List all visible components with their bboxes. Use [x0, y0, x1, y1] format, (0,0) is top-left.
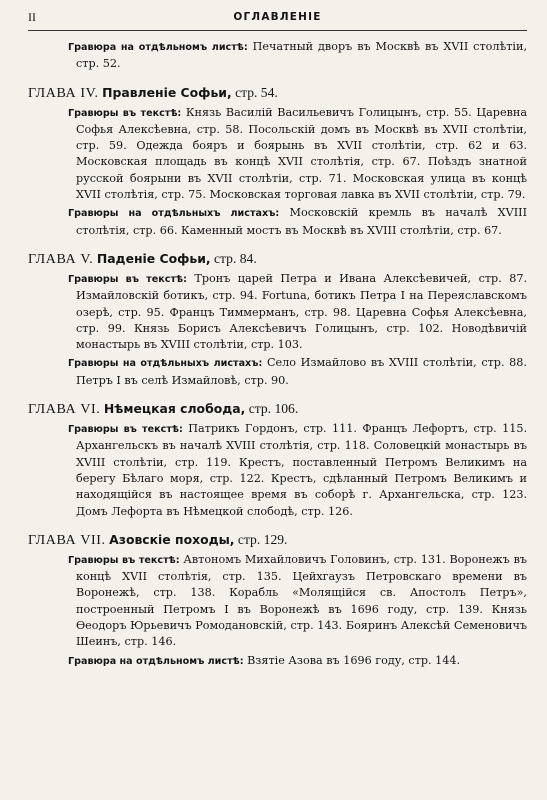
chapter-number: ГЛАВА VI.: [28, 402, 101, 418]
entry-text: Автономъ Михайловичъ Головинъ, стр. 131. Воронежъ въ концѣ XVII столѣтiя, стр. 135. Цейхгаузъ Петровскаго времени въ Воронежѣ, стр. 138. Корабль «Молящiйся св. Апостолъ Петръ», построенный Петромъ I въ Воронежѣ въ 1696 году, стр. 139. Князь Өеодоръ Юрьевичъ Ромодановскiй, стр. 143. Бояринъ Алексѣй Семеновичъ Шеинъ, стр. 146.: [76, 552, 527, 649]
entry-text: Взятiе Азова въ 1696 году, стр. 144.: [243, 653, 461, 667]
entry-label: Гравюры въ текстѣ:: [68, 424, 183, 436]
toc-entry: [68, 653, 527, 670]
toc-entry: [68, 271, 527, 353]
running-head-title: ОГЛАВЛЕНIЕ: [233, 11, 322, 23]
running-head: [28, 8, 527, 31]
entry-label: Гравюры въ текстѣ:: [68, 273, 187, 285]
chapter-page: стр. 54.: [231, 84, 278, 100]
entry-label: Гравюра на отдѣльномъ листѣ:: [68, 655, 244, 667]
chapter-page: стр. 84.: [210, 250, 257, 266]
toc-entry: [68, 552, 527, 651]
toc-entry: [68, 39, 527, 73]
chapter-heading-vi: [28, 401, 527, 418]
chapter-title: Нѣмецкая слобода,: [103, 401, 246, 417]
chapter-number: ГЛАВА V.: [28, 251, 94, 267]
entry-label: Гравюры на отдѣльныхъ листахъ:: [68, 358, 263, 370]
chapter-heading-vii: [28, 532, 527, 549]
toc-entry: [68, 105, 527, 204]
entry-label: Гравюры на отдѣльныхъ листахъ:: [68, 208, 280, 220]
entry-text: Печатный дворъ въ Москвѣ въ XVII столѣтiи, стр. 52.: [76, 40, 528, 71]
chapter-heading-iv: [28, 85, 527, 102]
entry-text: Князь Василiй Васильевичъ Голицынъ, стр. 55. Царевна Софья Алексѣевна, стр. 58. Посольскiй домъ въ Москвѣ въ XVII столѣтiи, стр. 59. Одежда бояръ и боярынь въ XVII столѣтiи, стр. 62 и 63. Московская площадь въ концѣ XVII столѣтiя, стр. 67. Поѣздъ знатной русской боярыни въ XVII столѣтiи, стр. 71. Московская улица въ концѣ XVII столѣтiя, стр. 75. Московская торговая лавка въ XVII столѣтiи, стр. 79.: [76, 105, 528, 202]
chapter-number: ГЛАВА VII.: [28, 532, 106, 548]
entry-text: Патрикъ Гордонъ, стр. 111. Францъ Лефортъ, стр. 115. Архангельскъ въ началѣ XVIII столѣтiя, стр. 118. Соловецкiй монастырь въ XVIII столѣтiи, стр. 119. Крестъ, поставленный Петромъ Великимъ на берегу Бѣлаго моря, стр. 122. Крестъ, сдѣланный Петромъ Великимъ и находящiйся въ настоящее время въ соборѣ г. Архангельска, стр. 123. Домъ Лефорта въ Нѣмецкой слободѣ, стр. 126.: [76, 422, 527, 518]
entry-text: Село Измайлово въ XVIII столѣтiи, стр. 88. Петръ I въ селѣ Измайловѣ, стр. 90.: [76, 356, 527, 387]
entry-text: Московскiй кремль въ началѣ XVIII столѣтiя, стр. 66. Каменный мостъ въ Москвѣ въ XVIII столѣтiи, стр. 67.: [76, 206, 527, 237]
page-number: II: [28, 10, 36, 24]
chapter-page: стр. 129.: [234, 531, 288, 547]
toc-entry: [68, 421, 527, 520]
chapter-page: стр. 106.: [245, 401, 299, 417]
chapter-title: Азовскiе походы,: [109, 531, 235, 547]
entry-text: Тронъ царей Петра и Ивана Алексѣевичей, стр. 87. Измайловскiй ботикъ, стр. 94. Fortuna, ботикъ Петра I на Переяславскомъ озерѣ, стр. 95. Францъ Тиммерманъ, стр. 98. Царевна Софья Алексѣевна, стр. 99. Князь Борисъ Алексѣевичъ Голицынъ, стр. 102. Новодѣвичiй монастырь въ XVIII столѣтiи, стр. 103.: [76, 271, 528, 352]
chapter-heading-v: [28, 251, 527, 268]
entry-label: Гравюры въ текстѣ:: [68, 107, 182, 119]
chapter-title: Правленiе Софьи,: [102, 84, 232, 100]
chapter-number: ГЛАВА IV.: [28, 85, 99, 101]
chapter-title: Паденiе Софьи,: [96, 250, 211, 266]
toc-entry: [68, 205, 527, 239]
entry-label: Гравюра на отдѣльномъ листѣ:: [68, 42, 248, 53]
entry-label: Гравюры въ текстѣ:: [68, 554, 180, 566]
toc-entry: [68, 355, 527, 389]
